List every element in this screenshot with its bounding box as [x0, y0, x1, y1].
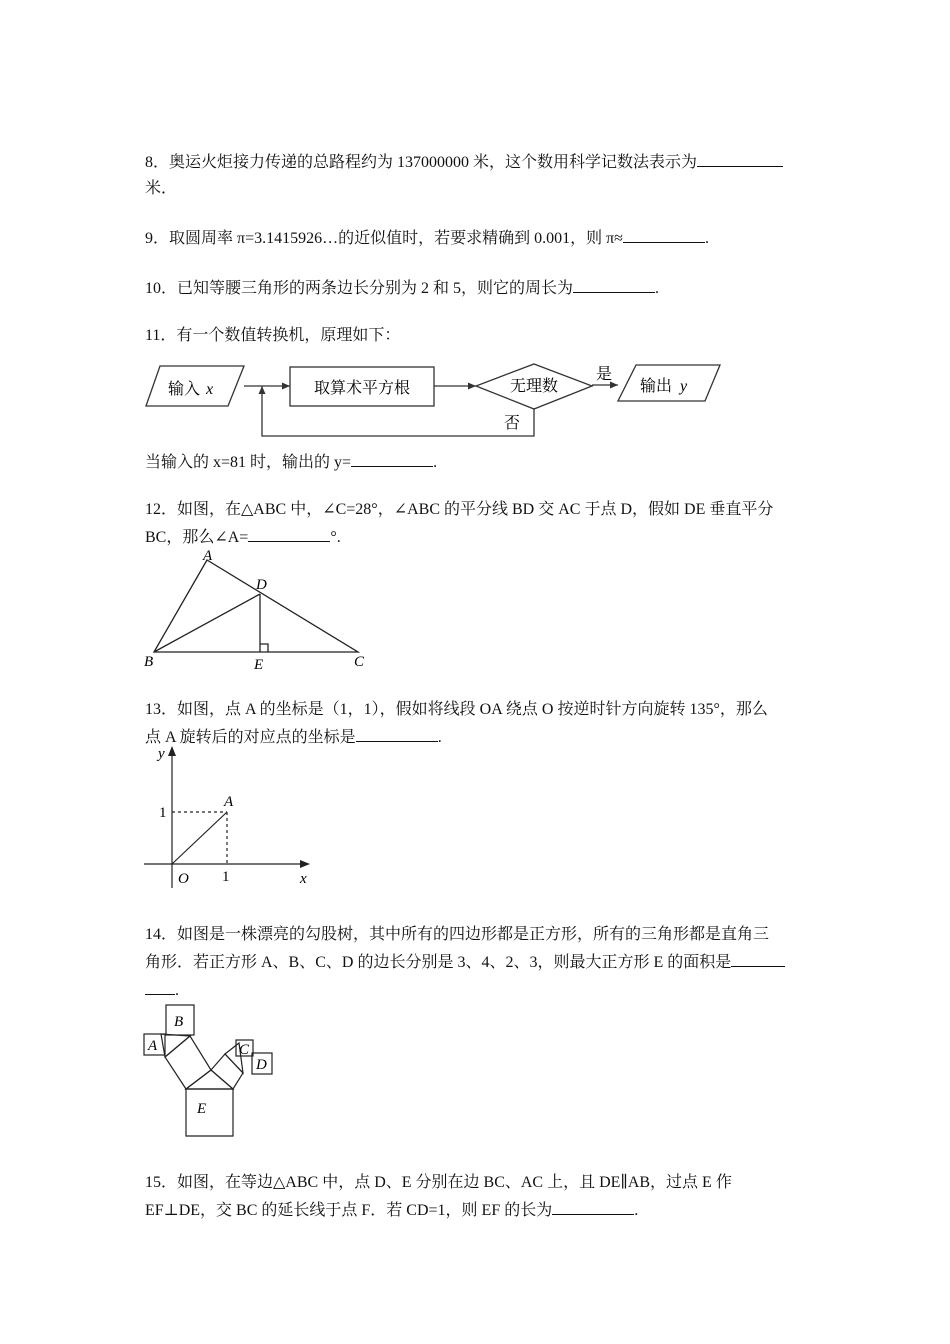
- q10-text: 10．已知等腰三角形的两条边长分别为 2 和 5，则它的周长为: [145, 280, 574, 297]
- flow-decision-label: 无理数: [509, 378, 559, 395]
- square-a-label: A: [148, 1038, 158, 1054]
- question-10: [145, 274, 810, 302]
- flow-no-label: 否: [504, 415, 521, 432]
- answer-blank[interactable]: [573, 274, 655, 293]
- triangle-figure: [140, 548, 380, 673]
- answer-blank[interactable]: [697, 148, 783, 167]
- q15-text-2: EF⊥DE，交 BC 的延长线于点 F．若 CD=1，则 EF 的长为: [145, 1202, 553, 1219]
- point-a-label: A: [224, 794, 234, 810]
- question-15: [145, 1170, 810, 1224]
- q11-text-2: 当输入的 x=81 时，输出的 y=: [145, 454, 352, 471]
- point-e-label: E: [254, 657, 264, 673]
- flow-output-var: y: [680, 378, 688, 395]
- triangle-top: [186, 1070, 233, 1089]
- vertex-b-label: B: [144, 654, 154, 670]
- q13-text: 13．如图，点 A 的坐标是（1，1），假如将线段 OA 绕点 O 按逆时针方向旋转 135°，那么: [145, 701, 768, 718]
- answer-blank[interactable]: [552, 1196, 634, 1215]
- q8-text: 8．奥运火炬接力传递的总路程约为 137000000 米，这个数用科学记数法表示为: [145, 154, 698, 171]
- question-11-answer: [145, 448, 810, 476]
- square-cd-base: [211, 1054, 243, 1089]
- coordinate-figure: [140, 742, 320, 892]
- flow-yes-label: 是: [596, 366, 613, 383]
- square-e-label: E: [197, 1101, 207, 1117]
- question-9: [145, 224, 810, 252]
- question-14: [145, 922, 810, 1004]
- q9-period: .: [704, 230, 709, 247]
- y-axis-label: y: [158, 746, 165, 762]
- question-11: [145, 323, 810, 349]
- vertex-a-label: A: [203, 548, 213, 564]
- x-axis-label: x: [300, 871, 307, 887]
- q12-degree: °.: [330, 529, 341, 546]
- q9-text: 9．取圆周率 π=3.1415926…的近似值时，若要求精确到 0.001，则 π≈: [145, 230, 623, 247]
- q12-text-2: BC，那么∠A=: [145, 529, 249, 546]
- q12-text: 12．如图，在△ABC 中，∠C=28°，∠ABC 的平分线 BD 交 AC 于点 D，假如 DE 垂直平分: [145, 501, 774, 518]
- answer-blank[interactable]: [731, 948, 785, 967]
- q10-period: .: [655, 280, 660, 297]
- answer-blank[interactable]: [623, 224, 705, 243]
- vertex-c-label: C: [354, 654, 365, 670]
- q13-period: .: [437, 729, 442, 746]
- origin-label: O: [178, 871, 189, 887]
- y-tick-label: 1: [159, 805, 167, 821]
- answer-blank-cont: [145, 976, 175, 995]
- pythagoras-tree-figure: [140, 1000, 280, 1142]
- answer-blank[interactable]: [248, 523, 330, 542]
- answer-blank[interactable]: [356, 723, 438, 742]
- q8-text-end: 米．: [145, 180, 178, 197]
- flow-output-label: 输出: [640, 378, 673, 395]
- answer-blank[interactable]: [351, 448, 433, 467]
- square-e: [186, 1089, 233, 1136]
- q14-period: .: [175, 982, 179, 999]
- segment-oa: [172, 812, 227, 864]
- square-ab-base: [165, 1036, 211, 1089]
- flowchart-figure: [140, 358, 730, 442]
- flow-input-label: 输入: [168, 381, 201, 398]
- square-d-label: D: [256, 1057, 267, 1073]
- question-12: [145, 497, 810, 551]
- q14-text-2: 角形．若正方形 A、B、C、D 的边长分别是 3、4、2、3，则最大正方形 E 的面积是: [145, 954, 732, 971]
- flow-process-label: 取算术平方根: [313, 380, 411, 397]
- square-b-label: B: [174, 1014, 184, 1030]
- q11-period: .: [433, 454, 438, 471]
- q13-text-2: 点 A 旋转后的对应点的坐标是: [145, 729, 356, 746]
- point-d-label: D: [256, 577, 267, 593]
- q15-period: .: [634, 1202, 639, 1219]
- square-c-label: C: [239, 1042, 250, 1058]
- question-8: [145, 148, 810, 202]
- x-axis-arrow: [300, 860, 310, 868]
- y-axis-arrow: [168, 746, 176, 756]
- q15-text: 15．如图，在等边△ABC 中，点 D、E 分别在边 BC、AC 上，且 DE∥AB，过点 E 作: [145, 1174, 732, 1191]
- flow-input-var: x: [206, 381, 214, 398]
- x-tick-label: 1: [222, 869, 230, 885]
- q14-text: 14．如图是一株漂亮的勾股树，其中所有的四边形都是正方形，所有的三角形都是直角三: [145, 926, 770, 943]
- q11-text: 11．有一个数值转换机，原理如下：: [145, 327, 401, 344]
